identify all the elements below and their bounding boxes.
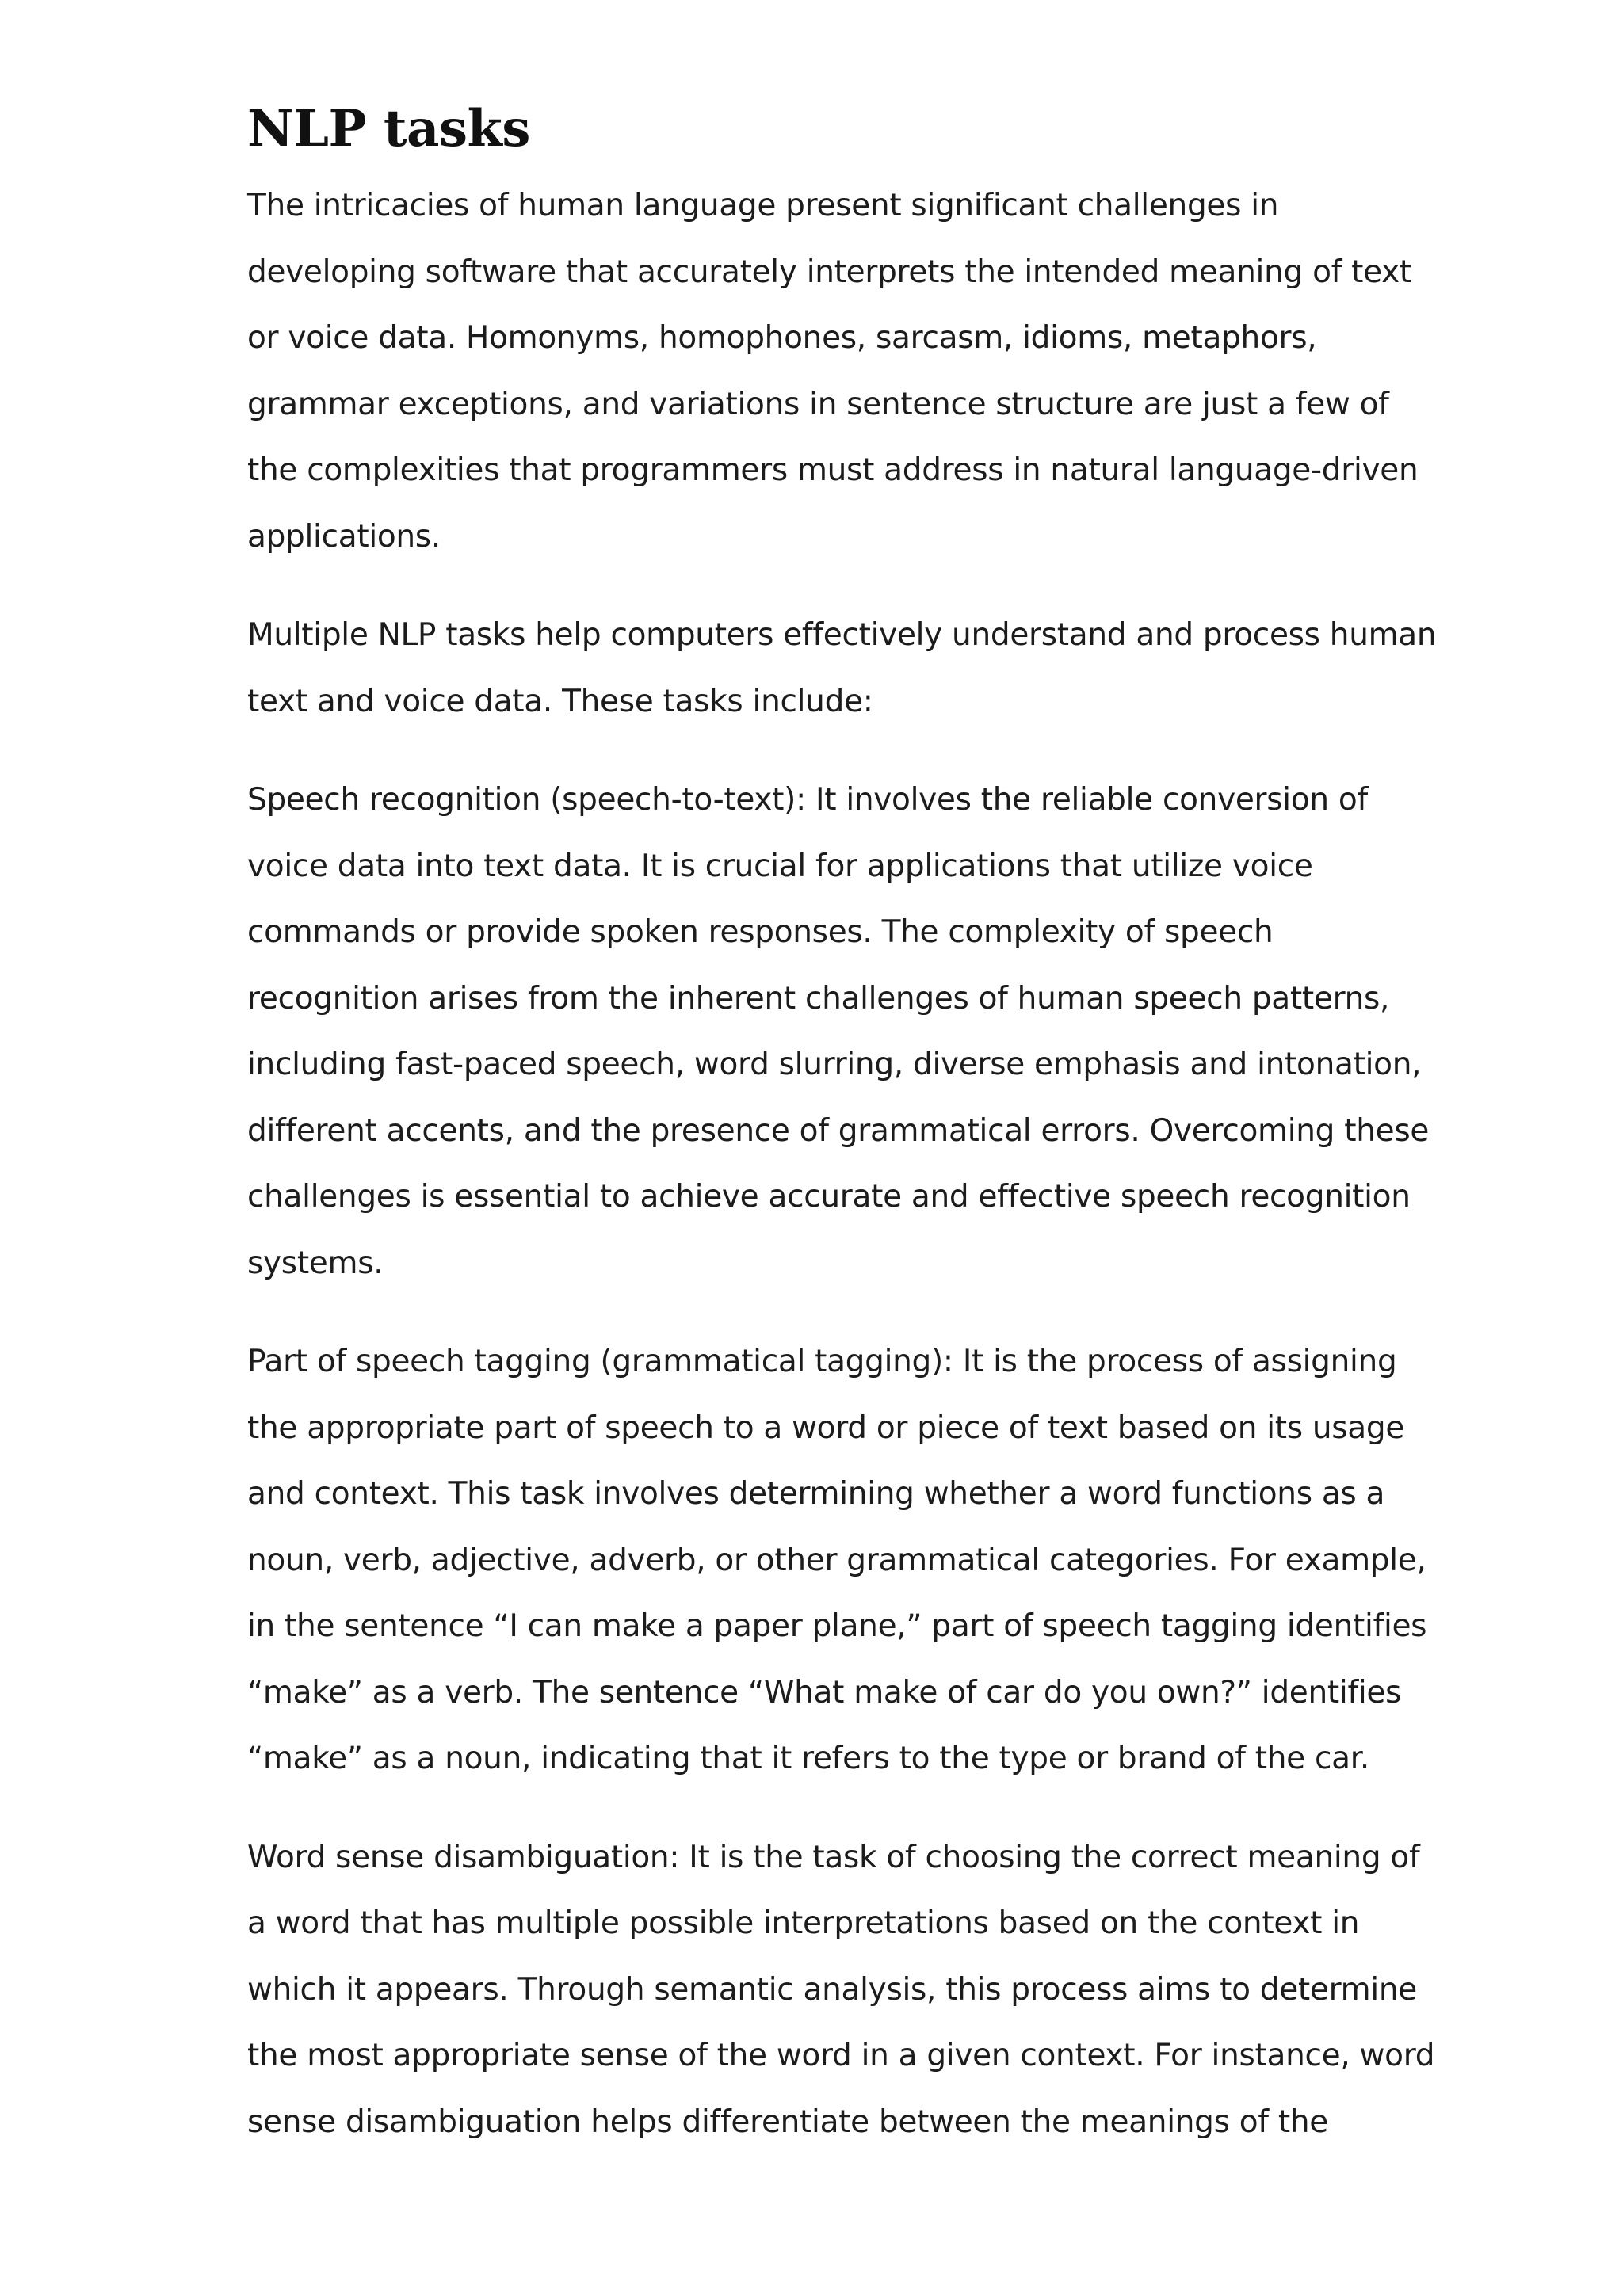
document-title: NLP tasks: [247, 99, 530, 158]
paragraph-intro: The intricacies of human language present significant challenges in developing software that accurately interprets the intended meaning of text or voice data. Homonyms, homophones, sarcasm, idioms, metaphors, grammar exceptions, and variations in sentence structure are just a few of the complexities that programmers must address in natural language-driven applications.: [247, 188, 1419, 555]
paragraph-pos-tagging: Part of speech tagging (grammatical tagging): It is the process of assigning the appropriate part of speech to a word or piece of text based on its usage and context. This task involves determining whether a word functions as a noun, verb, adjective, adverb, or other grammatical categories. For example, in the sentence “I can make a paper plane,” part of speech tagging identifies “make” as a verb. The sentence “What make of car do you own?” identifies “make” as a noun, indicating that it refers to the type or brand of the car.: [247, 1344, 1427, 1776]
paragraph-speech-recognition: Speech recognition (speech-to-text): It involves the reliable conversion of voice data into text data. It is crucial for applications that utilize voice commands or provide spoken responses. The complexity of speech recognition arises from the inherent challenges of human speech patterns, including fast-paced speech, word slurring, diverse emphasis and intonation, different accents, and the presence of grammatical errors. Overcoming these challenges is essential to achieve accurate and effective speech recognition systems.: [247, 782, 1430, 1281]
paragraph-tasks-lead: Multiple NLP tasks help computers effectively understand and process human text and voice data. These tasks include:: [247, 617, 1437, 719]
document-page: [247, 93, 1444, 2187]
paragraph-word-sense-disambiguation: Word sense disambiguation: It is the task of choosing the correct meaning of a word that has multiple possible interpretations based on the context in which it appears. Through semantic analysis, this process aims to determine the most appropriate sense of the word in a given context. For instance, word sense disambiguation helps differentiate between the meanings of the: [247, 1839, 1435, 2140]
